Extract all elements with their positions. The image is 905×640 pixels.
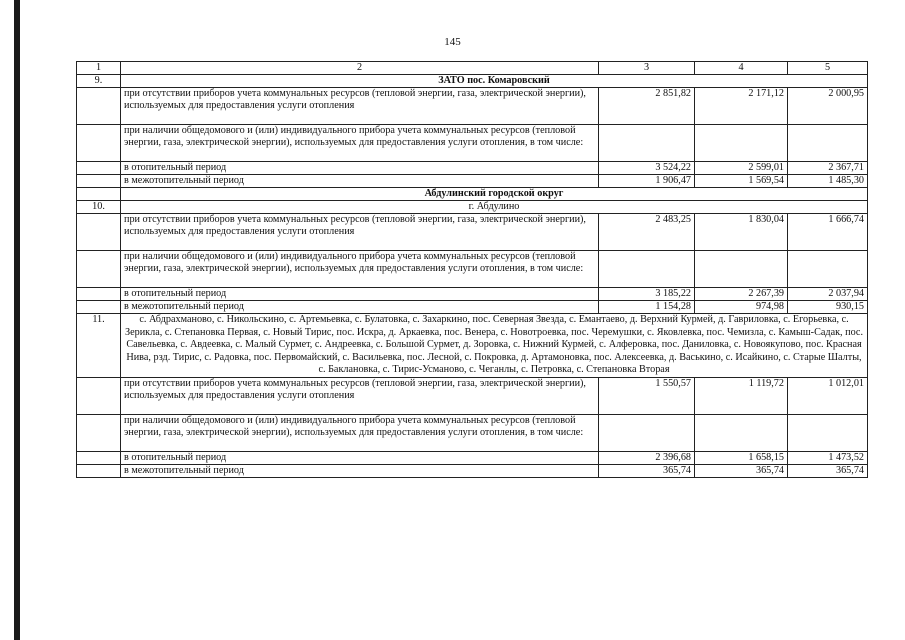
value-col4: 1 830,04 [695,214,788,251]
row-label: при наличии общедомового и (или) индивидуального прибора учета коммунальных ресурсов (тепловой энергии, газа, электрической энергии), используемых для предоставления услуги отопления, в том числе: [121,125,599,162]
table-row [77,214,868,251]
value-col4: 1 119,72 [695,377,788,414]
value-col3: 1 906,47 [599,175,695,188]
section-subtitle: г. Абдулино [121,201,868,214]
value-col5: 1 473,52 [788,451,868,464]
header-cell: 4 [695,62,788,75]
settlement-list: с. Абдрахманово, с. Никольскино, с. Артемьевка, с. Булатовка, с. Захаркино, пос. Северная Звезда, с. Емантаево, д. Верхний Курмей, д. Гавриловка, с. Егорьевка, с. Зерикла, с. Степановка Первая, с. Новый Тирис, пос. Искра, д. Аркаевка, пос. Венера, с. Новотроевка, пос. Черемушки, с. Яковлевка, пос. Чемизла, с. Камыш-Садак, пос. Савельевка, с. Авдеевка, с. Малый Сурмет, с. Андреевка, с. Большой Сурмет, д. Зоровка, с. Нижний Курмей, с. Алферовка, пос. Даниловка, с. Новоякупово, пос. Красная Нива, рзд. Тирис, с. Радовка, пос. Первомайский, с. Васильевка, пос. Лесной, с. Покровка, д. Артамоновка, пос. Алексеевка, д. Васькино, с. Исайкино, с. Старые Шалты, с. Баклановка, с. Тирис-Усманово, с. Чеганлы, с. Петровка, с. Степановка Вторая [121,314,868,378]
value-col4: 2 599,01 [695,162,788,175]
value-col5: 1 666,74 [788,214,868,251]
value-col5 [788,251,868,288]
value-col3: 1 550,57 [599,377,695,414]
table-row [77,88,868,125]
header-cell: 3 [599,62,695,75]
row-label: в межотопительный период [121,464,599,477]
value-col4 [695,251,788,288]
value-col5: 365,74 [788,464,868,477]
table-row [77,288,868,301]
value-col4: 974,98 [695,301,788,314]
header-row [77,62,868,75]
value-col5 [788,125,868,162]
value-col5 [788,414,868,451]
value-col4: 365,74 [695,464,788,477]
section-title-row [77,75,868,88]
table-row [77,451,868,464]
empty-cell [77,451,121,464]
section-title: Абдулинский городской округ [121,188,868,201]
value-col3: 1 154,28 [599,301,695,314]
value-col5: 1 485,30 [788,175,868,188]
page-number: 145 [444,36,461,48]
empty-cell [77,288,121,301]
tariff-table [76,61,868,478]
value-col5: 2 367,71 [788,162,868,175]
row-label: в межотопительный период [121,175,599,188]
section-number: 11. [77,314,121,378]
empty-cell [77,175,121,188]
value-col3 [599,125,695,162]
table-row [77,414,868,451]
empty-cell [77,162,121,175]
value-col5: 1 012,01 [788,377,868,414]
empty-cell [77,188,121,201]
row-label: в отопительный период [121,162,599,175]
table-row [77,125,868,162]
value-col5: 2 000,95 [788,88,868,125]
section-number: 10. [77,201,121,214]
value-col3 [599,414,695,451]
table-row [77,301,868,314]
section-number: 9. [77,75,121,88]
section-subtitle-row [77,201,868,214]
empty-cell [77,88,121,125]
empty-cell [77,414,121,451]
value-col3: 365,74 [599,464,695,477]
table-row [77,464,868,477]
empty-cell [77,125,121,162]
section-places-row [77,314,868,378]
table-row [77,175,868,188]
empty-cell [77,377,121,414]
row-label: при наличии общедомового и (или) индивидуального прибора учета коммунальных ресурсов (тепловой энергии, газа, электрической энергии), используемых для предоставления услуги отопления, в том числе: [121,414,599,451]
empty-cell [77,251,121,288]
header-cell: 5 [788,62,868,75]
value-col4: 1 569,54 [695,175,788,188]
value-col4 [695,125,788,162]
table-row [77,251,868,288]
row-label: в отопительный период [121,451,599,464]
row-label: в межотопительный период [121,301,599,314]
section-title-row [77,188,868,201]
value-col3: 2 483,25 [599,214,695,251]
value-col5: 930,15 [788,301,868,314]
value-col3: 2 396,68 [599,451,695,464]
row-label: при наличии общедомового и (или) индивидуального прибора учета коммунальных ресурсов (тепловой энергии, газа, электрической энергии), используемых для предоставления услуги отопления, в том числе: [121,251,599,288]
row-label: при отсутствии приборов учета коммунальных ресурсов (тепловой энергии, газа, электрической энергии), используемых для предоставления услуги отопления [121,214,599,251]
value-col4 [695,414,788,451]
header-cell: 2 [121,62,599,75]
empty-cell [77,301,121,314]
value-col3: 3 185,22 [599,288,695,301]
value-col3 [599,251,695,288]
table-row [77,377,868,414]
value-col4: 1 658,15 [695,451,788,464]
empty-cell [77,464,121,477]
value-col3: 3 524,22 [599,162,695,175]
table-row [77,162,868,175]
value-col4: 2 267,39 [695,288,788,301]
empty-cell [77,214,121,251]
row-label: при отсутствии приборов учета коммунальных ресурсов (тепловой энергии, газа, электрической энергии), используемых для предоставления услуги отопления [121,88,599,125]
header-cell: 1 [77,62,121,75]
row-label: при отсутствии приборов учета коммунальных ресурсов (тепловой энергии, газа, электрической энергии), используемых для предоставления услуги отопления [121,377,599,414]
scan-edge-shadow [14,0,20,640]
value-col3: 2 851,82 [599,88,695,125]
value-col5: 2 037,94 [788,288,868,301]
value-col4: 2 171,12 [695,88,788,125]
section-title: ЗАТО пос. Комаровский [121,75,868,88]
row-label: в отопительный период [121,288,599,301]
